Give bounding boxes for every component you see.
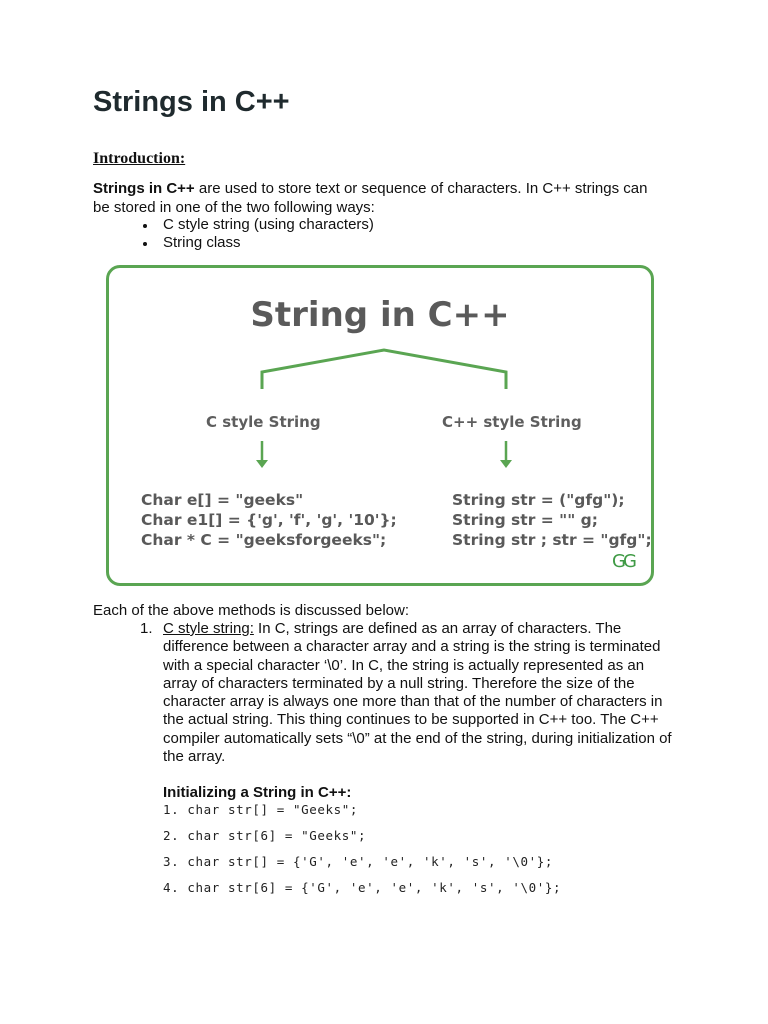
- item-text: [163, 620, 680, 766]
- item-number: 1.: [140, 620, 153, 637]
- string-types-diagram: [106, 265, 654, 586]
- initializing-heading: Initializing a String in C++:: [163, 784, 352, 801]
- code-line: 2. char str[6] = "Geeks";: [163, 828, 367, 843]
- diagram-title: String in C++: [250, 295, 510, 335]
- intro-paragraph: [93, 179, 653, 217]
- code-line: 4. char str[6] = {'G', 'e', 'e', 'k', 's', '\0'};: [163, 880, 562, 895]
- cpp-style-label: C++ style String: [442, 413, 582, 431]
- list-item: String class: [140, 234, 374, 252]
- code-example: Char e[] = "geeks": [141, 491, 304, 509]
- item-label: C style string:: [163, 620, 254, 637]
- discussion-lead: Each of the above methods is discussed below:: [93, 602, 410, 619]
- c-style-label: C style String: [206, 413, 321, 431]
- branch-connector: [262, 350, 506, 389]
- c-style-string-item: [140, 620, 680, 766]
- code-example: Char e1[] = {'g', 'f', 'g', '10'};: [141, 511, 397, 529]
- introduction-heading: Introduction:: [93, 150, 186, 167]
- page-title: Strings in C++: [93, 86, 290, 118]
- code-example: String str = "" g;: [452, 511, 598, 529]
- code-example: Char * C = "geeksforgeeks";: [141, 531, 387, 549]
- code-line: 3. char str[] = {'G', 'e', 'e', 'k', 's', '\0'};: [163, 854, 554, 869]
- code-example: String str = ("gfg");: [452, 491, 625, 509]
- intro-lead-text: are used to store text or sequence of characters. In C++ strings can be stored in one of the two following ways:: [93, 180, 648, 216]
- left-arrow-head: [256, 460, 268, 468]
- gfg-logo-icon: GG: [612, 551, 634, 572]
- initialization-code-list: [163, 801, 561, 905]
- right-arrow-head: [500, 460, 512, 468]
- item-description: In C, strings are defined as an array of characters. The difference between a character array and a string is the string is terminated with a special character ‘\0’. In C, the string is actually represented as an array of characters terminated by a null string. Therefore the size of the character array is always one more than that of the number of characters in the actual string. This thing continues to be supported in C++ too. The C++ compiler automatically sets “\0” at the end of the string, during initialization of the array.: [163, 620, 672, 766]
- intro-lead-bold: Strings in C++: [93, 180, 195, 197]
- cpp-style-examples: [452, 490, 652, 550]
- storage-ways-list: [140, 216, 374, 252]
- code-line: 1. char str[] = "Geeks";: [163, 802, 359, 817]
- list-item: C style string (using characters): [140, 216, 374, 234]
- c-style-examples: [141, 490, 397, 550]
- code-example: String str ; str = "gfg";: [452, 531, 652, 549]
